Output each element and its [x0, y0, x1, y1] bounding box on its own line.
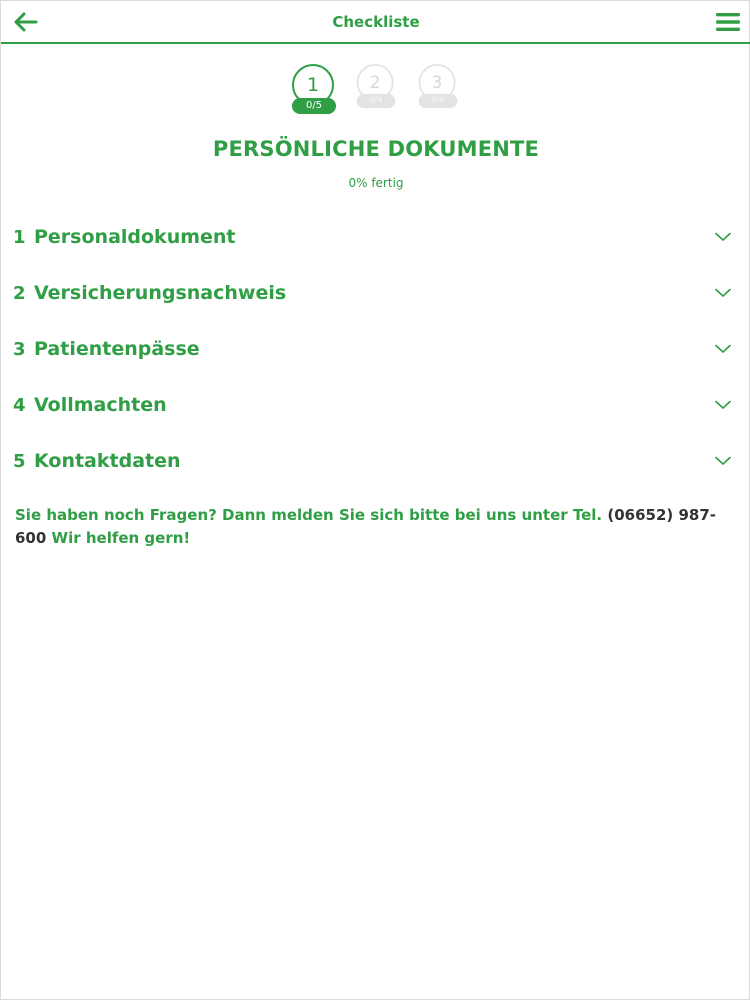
checklist-item-personaldokument[interactable] — [1, 209, 750, 265]
item-label: Versicherungsnachweis — [34, 282, 287, 304]
back-button[interactable] — [9, 7, 41, 37]
chevron-down-icon[interactable] — [711, 225, 735, 249]
item-number: 4 — [13, 394, 26, 416]
step-2-progress-badge: 0/4 — [357, 94, 396, 108]
chevron-down-icon[interactable] — [711, 281, 735, 305]
step-3-number: 3 — [419, 64, 456, 101]
item-label: Kontaktdaten — [34, 450, 181, 472]
page-title: Checkliste — [332, 12, 420, 31]
item-label: Vollmachten — [34, 394, 167, 416]
help-text-after: Wir helfen gern! — [46, 529, 191, 547]
help-text — [15, 504, 737, 550]
item-number: 5 — [13, 450, 26, 472]
checklist-item-patientenpaesse[interactable] — [1, 321, 750, 377]
arrow-left-icon — [12, 11, 38, 33]
hamburger-menu-icon — [716, 12, 740, 32]
progress-text: 0% fertig — [348, 176, 404, 190]
step-3[interactable] — [419, 64, 458, 110]
chevron-down-icon[interactable] — [711, 449, 735, 473]
checklist-item-vollmachten[interactable] — [1, 377, 750, 433]
checklist-item-versicherungsnachweis[interactable] — [1, 265, 750, 321]
step-1[interactable] — [292, 64, 336, 116]
step-2[interactable] — [357, 64, 396, 110]
phone-number-link[interactable]: (06652) 987-600 — [15, 506, 717, 547]
item-number: 1 — [13, 226, 26, 248]
chevron-down-icon[interactable] — [711, 393, 735, 417]
top-bar — [1, 1, 750, 44]
chevron-down-icon[interactable] — [711, 337, 735, 361]
item-number: 2 — [13, 282, 26, 304]
help-text-before: Sie haben noch Fragen? Dann melden Sie sich bitte bei uns unter Tel. — [15, 506, 608, 524]
step-indicator — [1, 64, 750, 120]
checklist — [1, 209, 750, 489]
step-1-number: 1 — [292, 64, 334, 106]
checklist-item-kontaktdaten[interactable] — [1, 433, 750, 489]
item-label: Personaldokument — [34, 226, 236, 248]
section-title: PERSÖNLICHE DOKUMENTE — [212, 137, 540, 161]
item-label: Patientenpässe — [34, 338, 200, 360]
item-number: 3 — [13, 338, 26, 360]
step-3-progress-badge: 0/9 — [419, 94, 458, 108]
menu-button[interactable] — [713, 7, 743, 37]
step-2-number: 2 — [357, 64, 394, 101]
step-1-progress-badge: 0/5 — [292, 98, 336, 114]
